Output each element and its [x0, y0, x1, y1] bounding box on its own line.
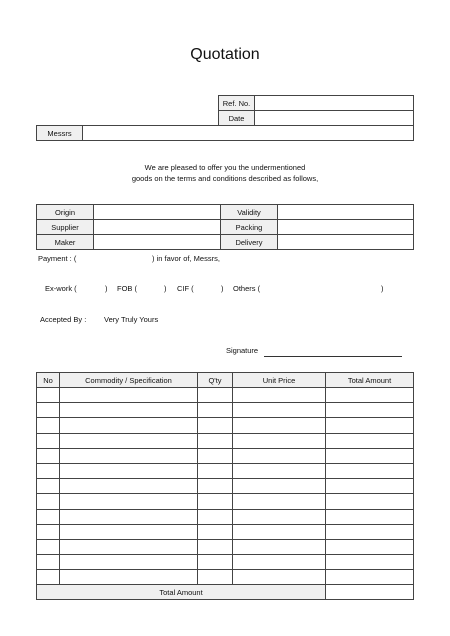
row-unit-price-cell[interactable]: [233, 433, 326, 448]
row-no-cell[interactable]: [37, 433, 60, 448]
table-row: [37, 509, 414, 524]
col-total-amount: Total Amount: [326, 373, 414, 388]
row-total-cell[interactable]: [326, 539, 414, 554]
row-unit-price-cell[interactable]: [233, 403, 326, 418]
others-close: ): [381, 284, 384, 293]
cif-close: ): [221, 284, 224, 293]
exwork-label: Ex-work (: [45, 284, 77, 293]
origin-label: Origin: [37, 205, 94, 220]
row-no-cell[interactable]: [37, 555, 60, 570]
signature-line[interactable]: [264, 355, 402, 357]
items-table: [36, 372, 414, 600]
row-total-cell[interactable]: [326, 418, 414, 433]
col-commodity: Commodity / Specification: [60, 373, 198, 388]
row-commodity-cell[interactable]: [60, 463, 198, 478]
messrs-field[interactable]: [83, 126, 414, 141]
total-amount-label: Total Amount: [37, 585, 326, 600]
row-no-cell[interactable]: [37, 418, 60, 433]
accepted-by-label: Accepted By :: [40, 315, 87, 324]
table-row: [37, 570, 414, 585]
row-unit-price-cell[interactable]: [233, 555, 326, 570]
exwork-close: ): [105, 284, 108, 293]
ref-no-label: Ref. No.: [219, 96, 255, 111]
table-row: [37, 448, 414, 463]
table-row: [37, 479, 414, 494]
row-unit-price-cell[interactable]: [233, 509, 326, 524]
row-qty-cell[interactable]: [198, 418, 233, 433]
row-unit-price-cell[interactable]: [233, 524, 326, 539]
fob-label: FOB (: [117, 284, 137, 293]
row-commodity-cell[interactable]: [60, 479, 198, 494]
messrs-table: [36, 125, 414, 141]
validity-label: Validity: [221, 205, 278, 220]
cif-label: CIF (: [177, 284, 194, 293]
messrs-label: Messrs: [37, 126, 83, 141]
row-total-cell[interactable]: [326, 448, 414, 463]
row-total-cell[interactable]: [326, 403, 414, 418]
row-no-cell[interactable]: [37, 388, 60, 403]
row-no-cell[interactable]: [37, 463, 60, 478]
row-no-cell[interactable]: [37, 494, 60, 509]
supplier-label: Supplier: [37, 220, 94, 235]
delivery-label: Delivery: [221, 235, 278, 250]
date-field[interactable]: [255, 111, 414, 126]
signature-label: Signature: [226, 346, 259, 355]
table-row: [37, 433, 414, 448]
col-no: No: [37, 373, 60, 388]
row-commodity-cell[interactable]: [60, 403, 198, 418]
row-total-cell[interactable]: [326, 388, 414, 403]
row-no-cell[interactable]: [37, 403, 60, 418]
closing-text: Very Truly Yours: [104, 315, 159, 324]
row-commodity-cell[interactable]: [60, 509, 198, 524]
row-qty-cell[interactable]: [198, 494, 233, 509]
document-title: Quotation: [190, 46, 260, 63]
info-table: [36, 204, 414, 250]
packing-field[interactable]: [278, 220, 414, 235]
row-qty-cell[interactable]: [198, 433, 233, 448]
row-qty-cell[interactable]: [198, 479, 233, 494]
row-unit-price-cell[interactable]: [233, 494, 326, 509]
fob-close: ): [164, 284, 167, 293]
row-total-cell[interactable]: [326, 524, 414, 539]
row-qty-cell[interactable]: [198, 570, 233, 585]
payment-label: Payment : (: [38, 254, 77, 263]
row-no-cell[interactable]: [37, 509, 60, 524]
row-unit-price-cell[interactable]: [233, 463, 326, 478]
total-amount-field[interactable]: [326, 585, 414, 600]
ref-no-field[interactable]: [255, 96, 414, 111]
row-qty-cell[interactable]: [198, 388, 233, 403]
payment-suffix: ) in favor of, Messrs,: [152, 254, 220, 263]
row-total-cell[interactable]: [326, 494, 414, 509]
row-total-cell[interactable]: [326, 463, 414, 478]
row-no-cell[interactable]: [37, 448, 60, 463]
date-label: Date: [219, 111, 255, 126]
col-qty: Q'ty: [198, 373, 233, 388]
delivery-field[interactable]: [278, 235, 414, 250]
row-commodity-cell[interactable]: [60, 433, 198, 448]
row-unit-price-cell[interactable]: [233, 448, 326, 463]
table-row: [37, 539, 414, 554]
row-unit-price-cell[interactable]: [233, 570, 326, 585]
row-no-cell[interactable]: [37, 570, 60, 585]
row-no-cell[interactable]: [37, 524, 60, 539]
row-commodity-cell[interactable]: [60, 388, 198, 403]
row-commodity-cell[interactable]: [60, 494, 198, 509]
intro-line-1: We are pleased to offer you the undermentioned: [144, 163, 306, 172]
validity-field[interactable]: [278, 205, 414, 220]
ref-date-table: [218, 95, 414, 126]
row-qty-cell[interactable]: [198, 555, 233, 570]
row-qty-cell[interactable]: [198, 509, 233, 524]
row-commodity-cell[interactable]: [60, 555, 198, 570]
others-label: Others (: [233, 284, 261, 293]
row-qty-cell[interactable]: [198, 524, 233, 539]
table-row: [37, 388, 414, 403]
row-total-cell[interactable]: [326, 479, 414, 494]
row-qty-cell[interactable]: [198, 448, 233, 463]
col-unit-price: Unit Price: [233, 373, 326, 388]
table-row: [37, 403, 414, 418]
row-total-cell[interactable]: [326, 433, 414, 448]
row-unit-price-cell[interactable]: [233, 539, 326, 554]
table-row: [37, 524, 414, 539]
table-row: [37, 494, 414, 509]
row-unit-price-cell[interactable]: [233, 388, 326, 403]
intro-line-2: goods on the terms and conditions described as follows,: [131, 174, 319, 183]
maker-field[interactable]: [94, 235, 221, 250]
row-unit-price-cell[interactable]: [233, 479, 326, 494]
row-total-cell[interactable]: [326, 555, 414, 570]
packing-label: Packing: [221, 220, 278, 235]
origin-field[interactable]: [94, 205, 221, 220]
table-row: [37, 555, 414, 570]
row-no-cell[interactable]: [37, 479, 60, 494]
row-commodity-cell[interactable]: [60, 539, 198, 554]
maker-label: Maker: [37, 235, 94, 250]
row-qty-cell[interactable]: [198, 403, 233, 418]
row-total-cell[interactable]: [326, 509, 414, 524]
row-unit-price-cell[interactable]: [233, 418, 326, 433]
row-qty-cell[interactable]: [198, 539, 233, 554]
table-row: [37, 418, 414, 433]
row-total-cell[interactable]: [326, 570, 414, 585]
table-row: [37, 463, 414, 478]
row-commodity-cell[interactable]: [60, 570, 198, 585]
row-commodity-cell[interactable]: [60, 448, 198, 463]
row-commodity-cell[interactable]: [60, 524, 198, 539]
row-no-cell[interactable]: [37, 539, 60, 554]
row-qty-cell[interactable]: [198, 463, 233, 478]
row-commodity-cell[interactable]: [60, 418, 198, 433]
supplier-field[interactable]: [94, 220, 221, 235]
